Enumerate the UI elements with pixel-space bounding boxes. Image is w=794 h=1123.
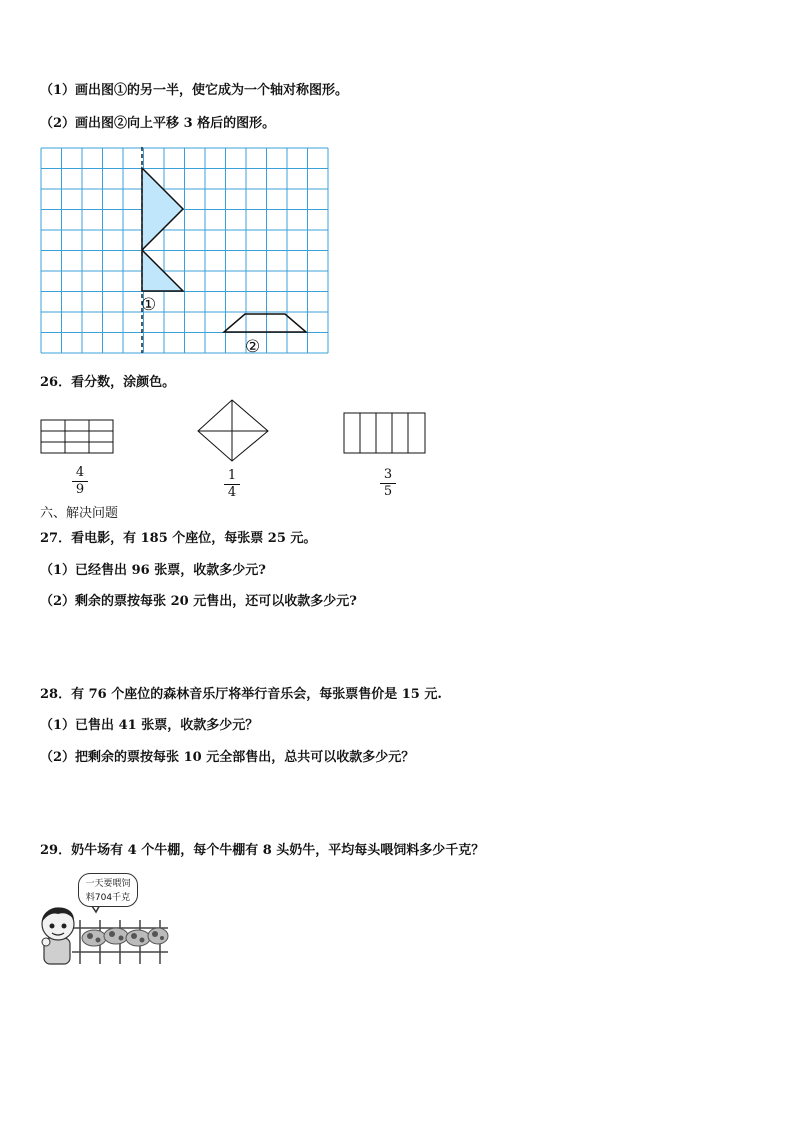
fraction-3-den: 5 (383, 484, 393, 499)
q27-part2: （2）剩余的票按每张 20 元售出，还可以收款多少元? (40, 594, 357, 609)
fraction-3-num: 3 (383, 467, 393, 482)
rect-3x3-figure (40, 419, 116, 455)
fraction-2 (224, 469, 240, 500)
fraction-3 (380, 468, 396, 499)
shape-1-label: ① (141, 295, 157, 315)
q29-title: 29．奶牛场有 4 个牛棚，每个牛棚有 8 头奶牛，平均每头喂饲料多少千克？ (40, 843, 485, 858)
q28-part1: （1）已售出 41 张票，收款多少元？ (40, 718, 259, 733)
diamond-figure (196, 399, 270, 463)
q27-part1: （1）已经售出 96 张票，收款多少元? (40, 563, 266, 578)
rect-5-figure (343, 412, 427, 455)
fraction-1-den: 9 (75, 482, 85, 497)
bubble-line-1: 一天要喂饲 (85, 879, 131, 889)
section-heading: 六、解决问题 (40, 506, 119, 521)
q25-part2: （2）画出图②向上平移 3 格后的图形。 (40, 116, 276, 131)
bubble-line-2: 料704千克 (85, 893, 131, 903)
fraction-2-den: 4 (227, 485, 237, 500)
fraction-1-num: 4 (75, 465, 85, 480)
shape-2-label: ② (245, 337, 261, 357)
grid-figure (40, 147, 330, 359)
q26-title: 26．看分数，涂颜色。 (40, 375, 176, 390)
fraction-1 (72, 466, 88, 497)
fraction-2-num: 1 (227, 468, 237, 483)
speech-bubble (78, 873, 138, 907)
shape-2 (224, 314, 306, 332)
q27-title: 27．看电影，有 185 个座位，每张票 25 元。 (40, 531, 317, 546)
grid-lines (41, 148, 328, 353)
q25-part1: （1）画出图①的另一半，使它成为一个轴对称图形。 (40, 83, 349, 98)
q28-part2: （2）把剩余的票按每张 10 元全部售出，总共可以收款多少元？ (40, 750, 415, 765)
q28-title: 28．有 76 个座位的森林音乐厅将举行音乐会，每张票售价是 15 元. (40, 687, 442, 702)
